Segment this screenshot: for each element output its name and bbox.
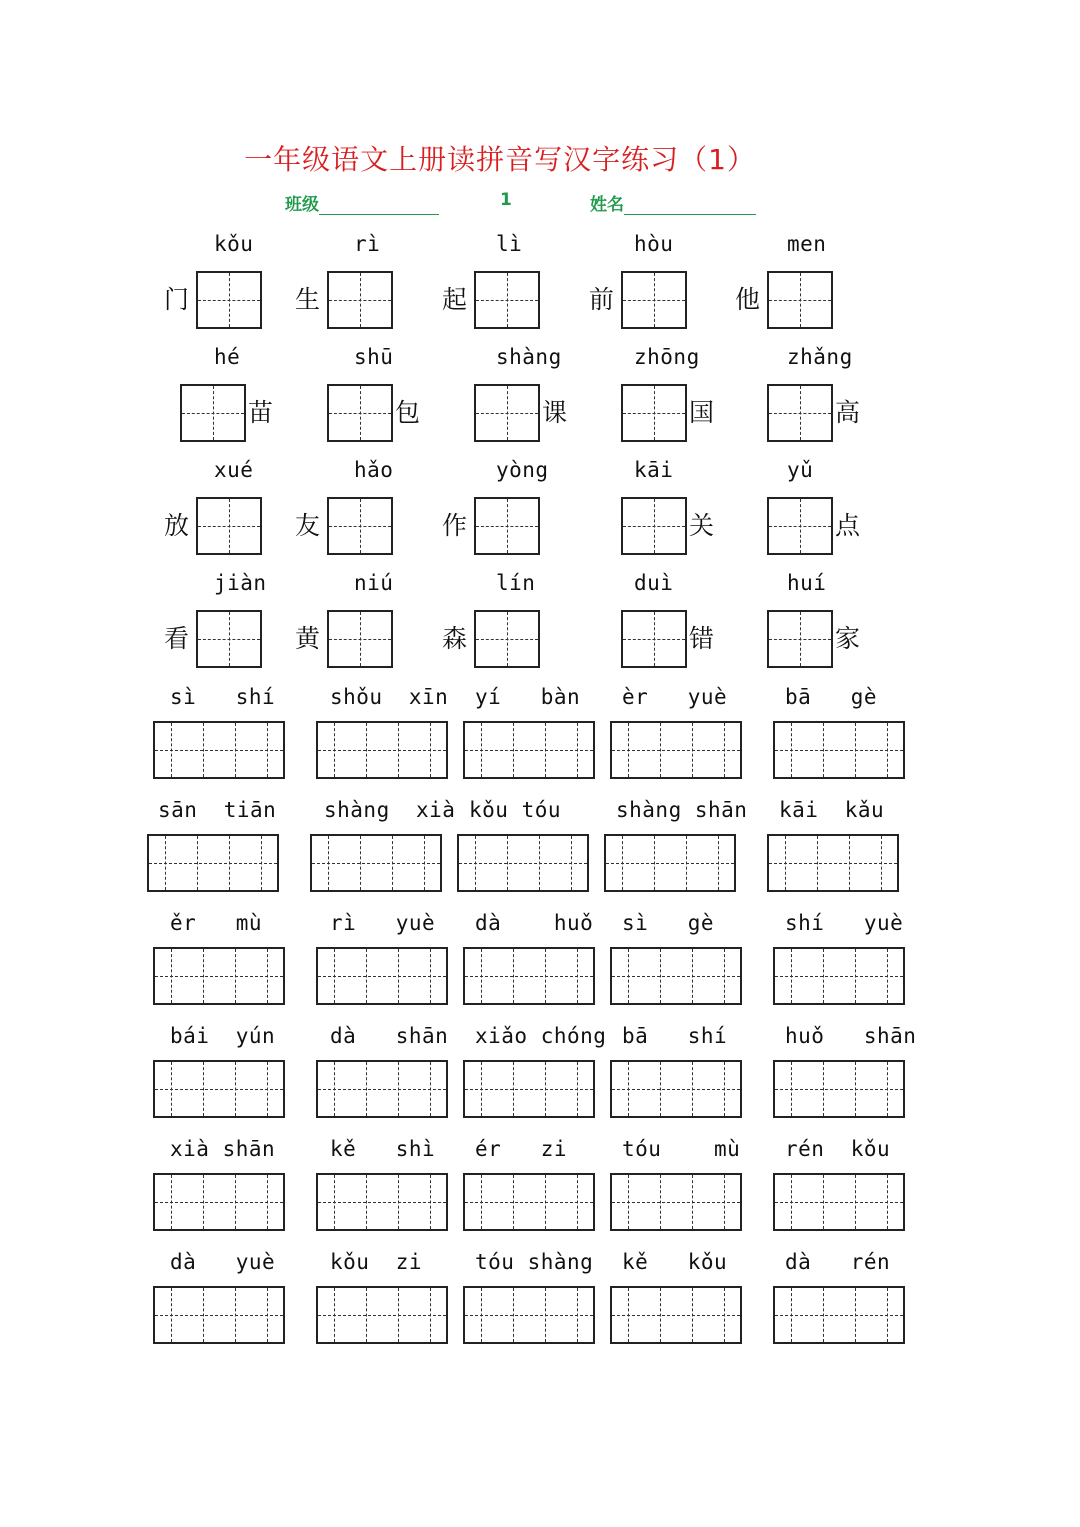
hanzi-char: 关 bbox=[689, 511, 715, 540]
hanzi-char: 前 bbox=[589, 285, 615, 314]
grid-guide-horizontal bbox=[329, 639, 391, 640]
grid-guide-horizontal bbox=[476, 413, 538, 414]
hanzi-char: 生 bbox=[295, 285, 321, 314]
pinyin-label: xiǎo chóng bbox=[475, 1024, 607, 1048]
hanzi-char: 门 bbox=[164, 285, 190, 314]
writing-box[interactable] bbox=[327, 384, 393, 442]
hanzi-char: 他 bbox=[735, 285, 761, 314]
writing-box-pair[interactable] bbox=[604, 834, 736, 892]
grid-guide-horizontal bbox=[465, 976, 593, 977]
pinyin-label: tóu mù bbox=[622, 1137, 741, 1161]
pinyin-label: dà huǒ bbox=[475, 911, 594, 935]
writing-box-pair[interactable] bbox=[773, 1173, 905, 1231]
writing-box[interactable] bbox=[621, 610, 687, 668]
writing-box-pair[interactable] bbox=[463, 947, 595, 1005]
grid-guide-horizontal bbox=[769, 639, 831, 640]
writing-box-pair[interactable] bbox=[316, 1060, 448, 1118]
writing-box[interactable] bbox=[474, 384, 540, 442]
writing-box-pair[interactable] bbox=[316, 1286, 448, 1344]
hanzi-char: 点 bbox=[835, 511, 861, 540]
grid-guide-horizontal bbox=[775, 750, 903, 751]
pinyin-label: dà shān bbox=[330, 1024, 449, 1048]
grid-guide-horizontal bbox=[606, 863, 734, 864]
writing-box-pair[interactable] bbox=[310, 834, 442, 892]
writing-box-pair[interactable] bbox=[463, 1173, 595, 1231]
writing-box[interactable] bbox=[327, 497, 393, 555]
pinyin-label: rì yuè bbox=[330, 911, 436, 935]
pinyin-label: niú bbox=[354, 571, 394, 595]
grid-guide-horizontal bbox=[155, 976, 283, 977]
writing-box-pair[interactable] bbox=[773, 1286, 905, 1344]
writing-box[interactable] bbox=[474, 610, 540, 668]
grid-guide-horizontal bbox=[198, 300, 260, 301]
pinyin-label: yòng bbox=[496, 458, 549, 482]
grid-guide-horizontal bbox=[612, 976, 740, 977]
grid-guide-horizontal bbox=[318, 1202, 446, 1203]
grid-guide-horizontal bbox=[198, 526, 260, 527]
grid-guide-horizontal bbox=[465, 1089, 593, 1090]
hanzi-char: 高 bbox=[835, 398, 861, 427]
writing-box-pair[interactable] bbox=[147, 834, 279, 892]
grid-guide-horizontal bbox=[318, 976, 446, 977]
pinyin-label: bā gè bbox=[785, 685, 878, 709]
writing-box-pair[interactable] bbox=[316, 1173, 448, 1231]
grid-guide-horizontal bbox=[459, 863, 587, 864]
hanzi-char: 国 bbox=[689, 398, 715, 427]
writing-box[interactable] bbox=[196, 271, 262, 329]
grid-guide-horizontal bbox=[182, 413, 244, 414]
grid-guide-horizontal bbox=[623, 639, 685, 640]
writing-box-pair[interactable] bbox=[316, 721, 448, 779]
writing-box[interactable] bbox=[180, 384, 246, 442]
pinyin-label: shàng shān bbox=[616, 798, 748, 822]
writing-box-pair[interactable] bbox=[463, 721, 595, 779]
writing-box-pair[interactable] bbox=[457, 834, 589, 892]
pinyin-label: yǔ bbox=[787, 458, 814, 482]
grid-guide-horizontal bbox=[318, 1089, 446, 1090]
hanzi-char: 友 bbox=[295, 511, 321, 540]
grid-guide-horizontal bbox=[612, 750, 740, 751]
pinyin-label: dà rén bbox=[785, 1250, 891, 1274]
pinyin-label: duì bbox=[634, 571, 674, 595]
hanzi-char: 起 bbox=[442, 285, 468, 314]
grid-guide-horizontal bbox=[623, 413, 685, 414]
hanzi-char: 黄 bbox=[295, 624, 321, 653]
hanzi-char: 放 bbox=[164, 511, 190, 540]
pinyin-label: lín bbox=[496, 571, 536, 595]
grid-guide-horizontal bbox=[155, 1315, 283, 1316]
grid-guide-horizontal bbox=[623, 526, 685, 527]
writing-box[interactable] bbox=[767, 271, 833, 329]
grid-guide-horizontal bbox=[775, 1089, 903, 1090]
grid-guide-horizontal bbox=[623, 300, 685, 301]
writing-box[interactable] bbox=[621, 384, 687, 442]
writing-box-pair[interactable] bbox=[773, 947, 905, 1005]
grid-guide-horizontal bbox=[329, 300, 391, 301]
writing-box[interactable] bbox=[621, 271, 687, 329]
hanzi-char: 家 bbox=[835, 624, 861, 653]
writing-box-pair[interactable] bbox=[153, 721, 285, 779]
writing-box[interactable] bbox=[327, 610, 393, 668]
grid-guide-horizontal bbox=[476, 526, 538, 527]
writing-box-pair[interactable] bbox=[610, 947, 742, 1005]
hanzi-char: 错 bbox=[689, 624, 715, 653]
name-blank bbox=[624, 196, 756, 215]
writing-box-pair[interactable] bbox=[610, 1286, 742, 1344]
pinyin-label: tóu shàng bbox=[475, 1250, 594, 1274]
writing-box[interactable] bbox=[196, 610, 262, 668]
hanzi-char: 森 bbox=[442, 624, 468, 653]
grid-guide-horizontal bbox=[312, 863, 440, 864]
grid-guide-horizontal bbox=[769, 300, 831, 301]
hanzi-char: 看 bbox=[164, 624, 190, 653]
pinyin-label: zhǎng bbox=[787, 345, 853, 369]
writing-box-pair[interactable] bbox=[767, 834, 899, 892]
pinyin-label: huǒ shān bbox=[785, 1024, 917, 1048]
pinyin-label: yí bàn bbox=[475, 685, 581, 709]
pinyin-label: bā shí bbox=[622, 1024, 728, 1048]
hanzi-char: 苗 bbox=[248, 398, 274, 427]
writing-box-pair[interactable] bbox=[316, 947, 448, 1005]
pinyin-label: shū bbox=[354, 345, 394, 369]
writing-box-pair[interactable] bbox=[773, 721, 905, 779]
writing-box[interactable] bbox=[767, 610, 833, 668]
writing-box-pair[interactable] bbox=[153, 1060, 285, 1118]
grid-guide-horizontal bbox=[769, 863, 897, 864]
writing-box-pair[interactable] bbox=[610, 721, 742, 779]
pinyin-label: kǒu tóu bbox=[469, 798, 562, 822]
writing-box[interactable] bbox=[327, 271, 393, 329]
grid-guide-horizontal bbox=[769, 526, 831, 527]
pinyin-label: sì shí bbox=[170, 685, 276, 709]
grid-guide-horizontal bbox=[149, 863, 277, 864]
grid-guide-horizontal bbox=[198, 639, 260, 640]
pinyin-label: jiàn bbox=[214, 571, 267, 595]
pinyin-label: shàng bbox=[496, 345, 562, 369]
pinyin-label: men bbox=[787, 232, 827, 256]
grid-guide-horizontal bbox=[465, 1202, 593, 1203]
grid-guide-horizontal bbox=[775, 1315, 903, 1316]
hanzi-char: 课 bbox=[542, 398, 568, 427]
writing-box-pair[interactable] bbox=[153, 947, 285, 1005]
writing-box-pair[interactable] bbox=[463, 1286, 595, 1344]
writing-box-pair[interactable] bbox=[153, 1286, 285, 1344]
grid-guide-horizontal bbox=[329, 413, 391, 414]
hanzi-char: 包 bbox=[395, 398, 421, 427]
pinyin-label: hǎo bbox=[354, 458, 394, 482]
pinyin-label: huí bbox=[787, 571, 827, 595]
grid-guide-horizontal bbox=[318, 1315, 446, 1316]
pinyin-label: rén kǒu bbox=[785, 1137, 891, 1161]
grid-guide-horizontal bbox=[329, 526, 391, 527]
writing-box[interactable] bbox=[474, 497, 540, 555]
grid-guide-horizontal bbox=[155, 1089, 283, 1090]
pinyin-label: kě shì bbox=[330, 1137, 436, 1161]
grid-guide-horizontal bbox=[775, 976, 903, 977]
pinyin-label: kǒu zi bbox=[330, 1250, 423, 1274]
pinyin-label: ěr mù bbox=[170, 911, 263, 935]
grid-guide-horizontal bbox=[476, 639, 538, 640]
writing-box[interactable] bbox=[474, 271, 540, 329]
class-label: 班级 bbox=[285, 195, 319, 215]
class-field bbox=[285, 190, 439, 215]
grid-guide-horizontal bbox=[775, 1202, 903, 1203]
pinyin-label: bái yún bbox=[170, 1024, 276, 1048]
pinyin-label: sì gè bbox=[622, 911, 715, 935]
pinyin-label: xué bbox=[214, 458, 254, 482]
pinyin-label: dà yuè bbox=[170, 1250, 276, 1274]
grid-guide-horizontal bbox=[612, 1202, 740, 1203]
grid-guide-horizontal bbox=[318, 750, 446, 751]
grid-guide-horizontal bbox=[612, 1089, 740, 1090]
writing-box[interactable] bbox=[196, 497, 262, 555]
grid-guide-horizontal bbox=[465, 1315, 593, 1316]
pinyin-label: hòu bbox=[634, 232, 674, 256]
pinyin-label: kāi bbox=[634, 458, 674, 482]
writing-box[interactable] bbox=[621, 497, 687, 555]
name-field bbox=[590, 190, 756, 215]
grid-guide-horizontal bbox=[465, 750, 593, 751]
pinyin-label: kǒu bbox=[214, 232, 254, 256]
writing-box-pair[interactable] bbox=[773, 1060, 905, 1118]
pinyin-label: xià shān bbox=[170, 1137, 276, 1161]
pinyin-label: hé bbox=[214, 345, 241, 369]
pinyin-label: zhōng bbox=[634, 345, 700, 369]
pinyin-label: shǒu xīn bbox=[330, 685, 449, 709]
pinyin-label: shàng xià bbox=[324, 798, 456, 822]
class-blank bbox=[319, 196, 439, 215]
class-value: 1 bbox=[500, 190, 512, 210]
hanzi-char: 作 bbox=[442, 511, 468, 540]
grid-guide-horizontal bbox=[155, 1202, 283, 1203]
writing-box-pair[interactable] bbox=[610, 1060, 742, 1118]
name-label: 姓名 bbox=[590, 195, 624, 215]
grid-guide-horizontal bbox=[155, 750, 283, 751]
pinyin-label: sān tiān bbox=[158, 798, 277, 822]
pinyin-label: kě kǒu bbox=[622, 1250, 728, 1274]
writing-box[interactable] bbox=[767, 384, 833, 442]
pinyin-label: ér zi bbox=[475, 1137, 568, 1161]
page-title: 一年级语文上册读拼音写汉字练习（1） bbox=[244, 143, 756, 176]
pinyin-label: èr yuè bbox=[622, 685, 728, 709]
writing-box-pair[interactable] bbox=[153, 1173, 285, 1231]
writing-box-pair[interactable] bbox=[610, 1173, 742, 1231]
pinyin-label: shí yuè bbox=[785, 911, 904, 935]
pinyin-label: lì bbox=[496, 232, 523, 256]
writing-box-pair[interactable] bbox=[463, 1060, 595, 1118]
pinyin-label: kāi kǎu bbox=[779, 798, 885, 822]
grid-guide-horizontal bbox=[612, 1315, 740, 1316]
pinyin-label: rì bbox=[354, 232, 381, 256]
grid-guide-horizontal bbox=[476, 300, 538, 301]
grid-guide-horizontal bbox=[769, 413, 831, 414]
writing-box[interactable] bbox=[767, 497, 833, 555]
